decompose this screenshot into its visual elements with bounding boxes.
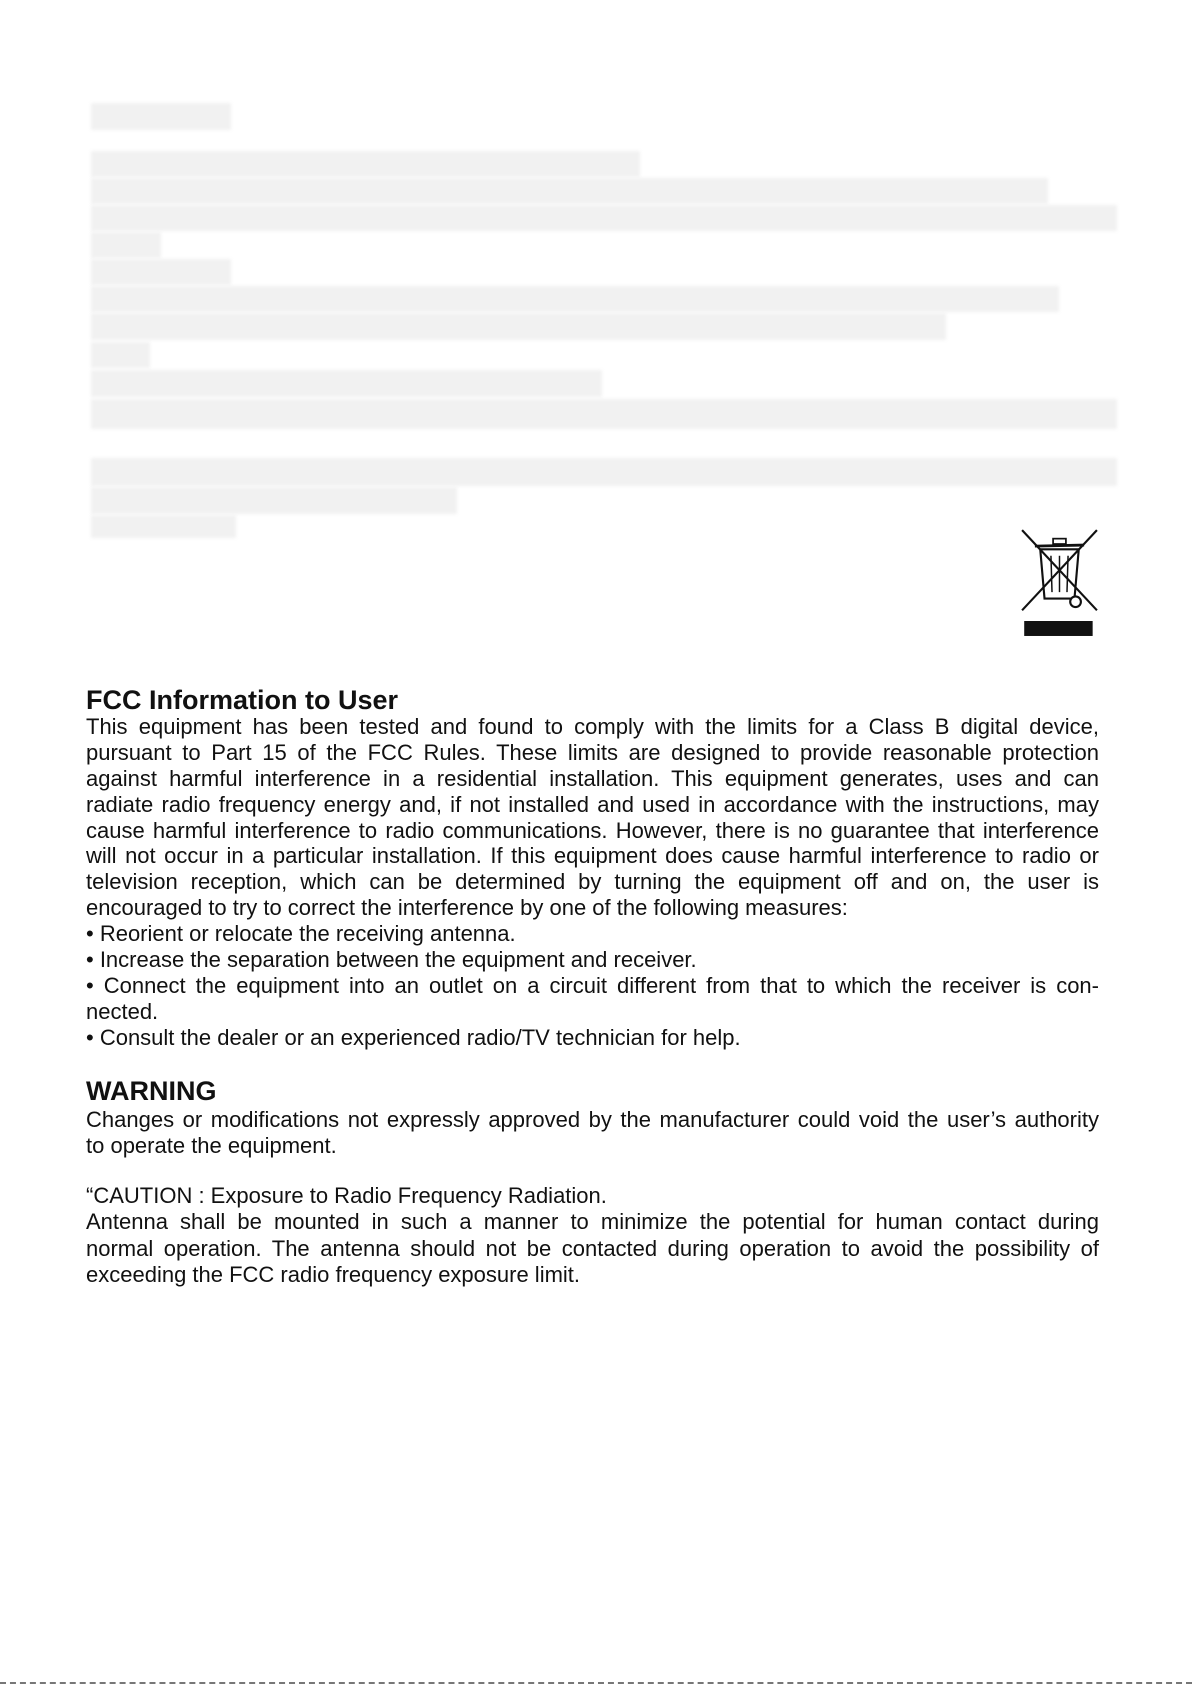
fcc-text-line: encouraged to try to correct the interference by one of the following measures:	[86, 895, 848, 921]
fcc-information-paragraph	[86, 714, 1099, 1050]
redacted-line	[91, 232, 161, 258]
redacted-line	[91, 342, 150, 368]
fcc-text-line: radiate radio frequency energy and, if not installed and used in accordance with the instructions, may	[86, 791, 1099, 817]
redacted-line	[91, 205, 1117, 231]
fcc-measure-bullet: • Increase the separation between the equipment and receiver.	[86, 946, 697, 972]
fcc-measure-bullet: • Consult the dealer or an experienced radio/TV technician for help.	[86, 1024, 741, 1050]
redacted-line	[91, 399, 1117, 429]
redacted-line	[91, 286, 1059, 312]
warning-text-line: to operate the equipment.	[86, 1132, 337, 1158]
caution-paragraph	[86, 1183, 1099, 1288]
caution-title-line: “CAUTION : Exposure to Radio Frequency Radiation.	[86, 1183, 607, 1208]
fcc-text-line: against harmful interference in a residential installation. This equipment generates, uses and can	[86, 765, 1099, 791]
fcc-measure-bullet: • Reorient or relocate the receiving antenna.	[86, 921, 516, 946]
fcc-measure-bullet: • Connect the equipment into an outlet on a circuit different from that to which the receiver is con-	[86, 972, 1099, 998]
fcc-information-heading: FCC Information to User	[86, 685, 399, 715]
redacted-line	[91, 370, 602, 397]
redacted-line	[91, 515, 236, 538]
caution-text-line: exceeding the FCC radio frequency exposure limit.	[86, 1261, 581, 1287]
redacted-line	[91, 178, 1048, 204]
redacted-line	[91, 487, 457, 514]
fcc-text-line: cause harmful interference to radio communications. However, there is no guarantee that interference	[86, 817, 1099, 843]
redacted-line	[91, 313, 946, 340]
warning-text-line: Changes or modifications not expressly approved by the manufacturer could void the user’s authority	[86, 1107, 1099, 1132]
redacted-line	[91, 103, 231, 130]
fcc-text-line: television reception, which can be determined by turning the equipment off and on, the user is	[86, 869, 1099, 895]
crossed-out-wheelie-bin-icon	[1021, 529, 1098, 636]
page-bottom-dashed-edge	[0, 1682, 1192, 1684]
redacted-line	[91, 458, 1117, 486]
fcc-measure-bullet-continuation: nected.	[86, 998, 159, 1024]
fcc-text-line: This equipment has been tested and found to comply with the limits for a Class B digital device,	[86, 714, 1099, 739]
redacted-line	[91, 151, 640, 177]
warning-heading: WARNING	[86, 1076, 217, 1106]
redacted-line	[91, 259, 231, 285]
fcc-text-line: will not occur in a particular installation. If this equipment does cause harmful interference to radio or	[86, 843, 1099, 869]
caution-text-line: normal operation. The antenna should not be contacted during operation to avoid the possibility of	[86, 1235, 1099, 1261]
warning-paragraph	[86, 1107, 1099, 1159]
fcc-text-line: pursuant to Part 15 of the FCC Rules. These limits are designed to provide reasonable protection	[86, 739, 1099, 765]
caution-text-line: Antenna shall be mounted in such a manner to minimize the potential for human contact during	[86, 1209, 1099, 1235]
